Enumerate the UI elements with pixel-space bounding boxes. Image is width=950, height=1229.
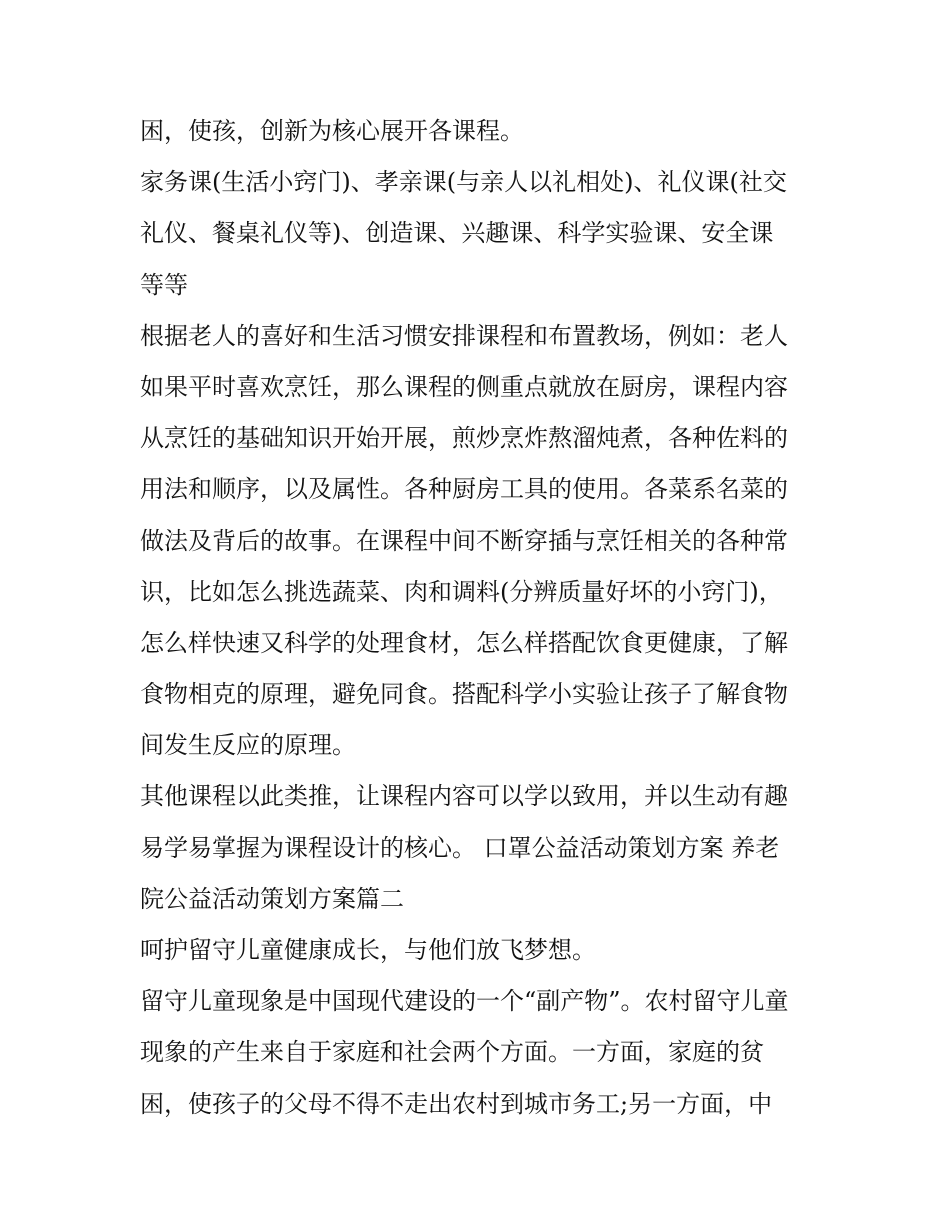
text-line: 间发生反应的原理。 <box>140 731 356 760</box>
text-line: 礼仪、餐桌礼仪等)、创造课、兴趣课、科学实验课、安全课 <box>140 219 774 248</box>
text-line: 家务课(生活小窍门)、孝亲课(与亲人以礼相处)、礼仪课(社交 <box>140 168 787 197</box>
text-line: 做法及背后的故事。在课程中间不断穿插与烹饪相关的各种常 <box>140 526 788 555</box>
text-line: 怎么样快速又科学的处理食材，怎么样搭配饮食更健康，了解 <box>140 628 788 657</box>
text-line: 根据老人的喜好和生活习惯安排课程和布置教场，例如：老人 <box>140 321 788 350</box>
text-line: 易学易掌握为课程设计的核心。 口罩公益活动策划方案 养老 <box>140 833 780 862</box>
text-line: 从烹饪的基础知识开始开展，煎炒烹炸熬溜炖煮，各种佐料的 <box>140 424 788 453</box>
text-line: 如果平时喜欢烹饪，那么课程的侧重点就放在厨房，课程内容 <box>140 372 788 401</box>
text-line: 其他课程以此类推，让课程内容可以学以致用，并以生动有趣 <box>140 782 788 811</box>
text-line: 困，使孩，创新为核心展开各课程。 <box>140 117 524 145</box>
text-line: 食物相克的原理，避免同食。搭配科学小实验让孩子了解食物 <box>140 680 788 709</box>
text-line: 等等 <box>140 270 188 299</box>
text-line: 现象的产生来自于家庭和社会两个方面。一方面，家庭的贫 <box>140 1038 764 1067</box>
text-line: 识，比如怎么挑选蔬菜、肉和调料(分辨质量好坏的小窍门)， <box>140 577 783 606</box>
text-line: 用法和顺序，以及属性。各种厨房工具的使用。各菜系名菜的 <box>140 475 788 504</box>
text-line: 困，使孩子的父母不得不走出农村到城市务工;另一方面，中 <box>140 1089 773 1118</box>
text-line: 呵护留守儿童健康成长，与他们放飞梦想。 <box>140 936 596 964</box>
text-line: 留守儿童现象是中国现代建设的一个“副产物”。农村留守儿童 <box>140 987 789 1016</box>
text-line: 院公益活动策划方案篇二 <box>140 884 404 913</box>
document-body <box>140 106 820 1130</box>
